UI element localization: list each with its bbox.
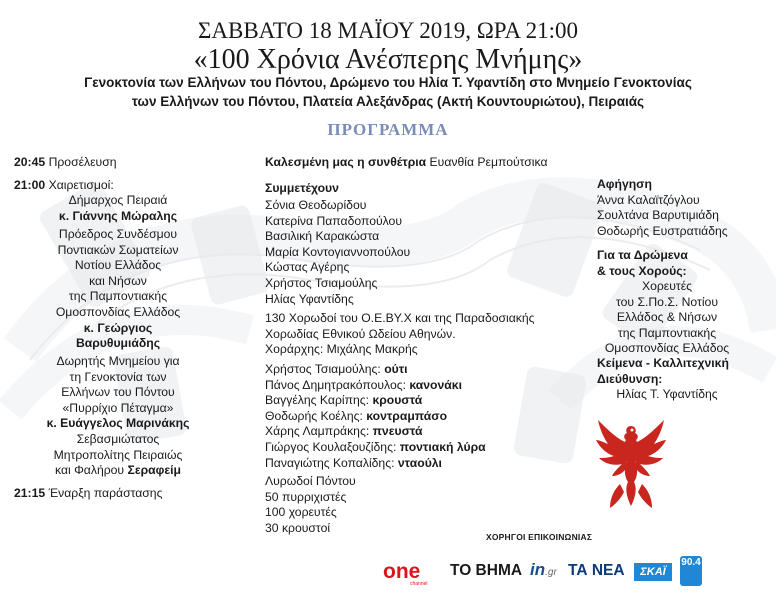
musician-name: Γιώργος Κουλαξουζίδης:: [265, 439, 400, 454]
mayor-name: κ. Γιάννης Μώραλης: [58, 208, 178, 223]
schedule-text: Έναρξη παράστασης: [48, 486, 163, 500]
performers-extra: [265, 474, 356, 536]
musician-name: Βαγγέλης Καρίπης:: [265, 393, 373, 408]
texts-heading: Κείμενα - Καλλιτεχνική: [597, 356, 729, 370]
one-logo-subtext: channel: [410, 581, 428, 586]
musician: [265, 409, 486, 425]
subtitle-line-2: των Ελλήνων του Πόντου, Πλατεία Αλεξάνδρας (Ακτή Κουντουριώτου), Πειραιάς: [131, 94, 645, 109]
radio-904-logo: 90.4: [680, 556, 702, 586]
texts-direction-block: [597, 356, 729, 387]
choir-line: 130 Χορωδοί του Ο.Ε.ΒΥ.Χ και της Παραδοσιακής: [265, 311, 535, 325]
greeting-president: [38, 227, 198, 352]
guest-composer: [265, 155, 548, 171]
schedule-time: 20:45: [14, 155, 46, 169]
choir-conductor: Χοράρχης: Μιχάλης Μακρής: [265, 342, 418, 357]
guest-label: Καλεσμένη μας η συνθέτρια: [265, 155, 427, 169]
extra-line: 50 πυρριχιστές: [265, 489, 347, 504]
president-name: κ. Γεώργιος: [83, 320, 153, 335]
participant: Σόνια Θεοδωρίδου: [265, 198, 367, 212]
in-logo-suffix: .gr: [545, 567, 557, 578]
dances-line: Χορευτές: [641, 279, 693, 293]
musician-name: Πάνος Δημητρακόπουλος:: [265, 377, 410, 392]
musicians-list: [265, 362, 486, 471]
participant: Μαρία Κοντογιαννοπούλου: [265, 244, 411, 259]
one-logo-text: one: [383, 560, 421, 583]
program-heading: ΠΡΟΓΡΑΜΜΑ: [327, 120, 449, 139]
choir-block: [265, 311, 535, 358]
donor-line: «Πυρρίχιο Πέταγμα»: [62, 400, 174, 415]
narrator: Άννα Καλαϊτζόγλου: [597, 192, 700, 207]
president-role-line: Ομοσπονδίας Ελλάδος: [55, 304, 181, 319]
donor-line: Ελλήνων του Πόντου: [61, 385, 175, 400]
participant: Ηλίας Υφαντίδης: [265, 291, 354, 306]
ta-nea-logo: ΤΑ ΝΕΑ: [568, 562, 625, 579]
president-role-line: και Νήσων: [89, 273, 147, 288]
greeting-donor: [38, 354, 198, 432]
dances-heading: Για τα Δρώμενα: [597, 248, 688, 262]
participants-list: [265, 198, 410, 307]
narrator: Θοδωρής Ευστρατιάδης: [597, 223, 728, 238]
musician: [265, 456, 486, 472]
metropolitan-text: και Φαλήρου: [55, 463, 128, 478]
participants-heading: Συμμετέχουν: [265, 181, 339, 195]
musician-instrument: ποντιακή λύρα: [399, 439, 486, 454]
musician-instrument: πνευστά: [372, 424, 423, 439]
schedule-text: Χαιρετισμοί:: [48, 178, 114, 192]
musician-name: Θοδωρής Κοέλης:: [265, 408, 367, 423]
musician: [265, 362, 486, 378]
president-role-line: Πρόεδρος Συνδέσμου: [58, 227, 178, 241]
musician-instrument: κανονάκι: [409, 377, 462, 392]
participant: Κατερίνα Παπαδοπούλου: [265, 213, 402, 228]
greeting-metropolitan: [38, 432, 198, 479]
president-name: Βαρυθυμιάδης: [75, 336, 161, 351]
donor-line: Δωρητής Μνημείου για: [56, 354, 180, 368]
dances-line: του Σ.Πο.Σ. Νοτίου: [615, 294, 719, 309]
event-date: ΣΑΒΒΑΤΟ 18 ΜΑΪΟΥ 2019, ΩΡΑ 21:00: [198, 18, 578, 43]
president-role-line: Ποντιακών Σωματείων: [57, 242, 179, 257]
phoenix-emblem-icon: [594, 418, 668, 514]
greeting-mayor: [38, 193, 198, 224]
extra-line: Λυρωδοί Πόντου: [265, 474, 356, 488]
president-role-line: της Παμποντιακής: [68, 289, 168, 304]
in-gr-logo: [530, 560, 557, 580]
participant: Βασιλική Καρακώστα: [265, 229, 380, 244]
dances-line: Ελλάδος & Νήσων: [616, 310, 718, 325]
musician-name: Χάρης Λαμπράκης:: [265, 424, 373, 439]
narration-heading: Αφήγηση: [597, 177, 652, 191]
guest-name: Ευανθία Ρεμπούτσικα: [429, 155, 548, 169]
metropolitan-line: [38, 463, 198, 479]
participant: Χρήστος Τσιαμούλης: [265, 275, 378, 290]
schedule-item-arrival: [14, 155, 117, 171]
musician-instrument: κρουστά: [372, 393, 423, 408]
in-logo-text: in: [530, 560, 546, 579]
musician-name: Παναγιώτης Κοπαλίδης:: [265, 455, 398, 470]
event-title: «100 Χρόνια Ανέσπερης Μνήμης»: [193, 44, 583, 75]
texts-heading: Διεύθυνση:: [597, 371, 663, 386]
schedule-text: Προσέλευση: [48, 155, 117, 169]
president-role-line: Νοτίου Ελλάδος: [74, 258, 162, 273]
metropolitan-line: Σεβασμιώτατος: [76, 432, 160, 446]
musician: [265, 378, 486, 394]
musician: [265, 440, 486, 456]
mayor-role: Δήμαρχος Πειραιά: [68, 193, 168, 207]
dances-line: Ομοσπονδίας Ελλάδος: [604, 341, 730, 356]
metropolitan-name: Σεραφείμ: [127, 463, 181, 478]
donor-name: κ. Ευάγγελος Μαρινάκης: [46, 416, 190, 431]
dances-text: [595, 279, 739, 357]
subtitle-line-1: Γενοκτονία των Ελλήνων του Πόντου, Δρώμενο του Ηλία Τ. Υφαντίδη στο Μνημείο Γενοκτονίας: [84, 75, 692, 90]
dances-line: της Παμποντιακής: [617, 325, 717, 340]
schedule-time: 21:00: [14, 178, 46, 192]
media-sponsors-label: ΧΟΡΗΓΟΙ ΕΠΙΚΟΙΝΩΝΙΑΣ: [486, 532, 593, 542]
donor-line: τη Γενοκτονία των: [69, 369, 167, 384]
musician: [265, 393, 486, 409]
skai-logo: ΣΚΑΪ: [634, 563, 672, 581]
dances-heading: & τους Χορούς:: [597, 263, 687, 278]
musician-instrument: νταούλι: [397, 455, 442, 470]
texts-director-name: Ηλίας Τ. Υφαντίδης: [616, 387, 718, 401]
narration-block: [597, 177, 728, 239]
dances-block: [597, 248, 688, 279]
musician-instrument: κοντραμπάσο: [366, 408, 448, 423]
one-channel-logo: [382, 558, 437, 586]
participant: Κώστας Αγέρης: [265, 260, 350, 275]
narrator: Σουλτάνα Βαρυτιμιάδη: [597, 208, 719, 223]
musician-instrument: ούτι: [384, 362, 408, 376]
extra-line: 100 χορευτές: [265, 505, 337, 520]
to-vima-logo: ΤΟ ΒΗΜΑ: [450, 562, 523, 579]
musician: [265, 424, 486, 440]
schedule-item-greetings: [14, 178, 114, 194]
schedule-time: 21:15: [14, 486, 46, 500]
choir-line: Χορωδίας Εθνικού Ωδείου Αθηνών.: [265, 326, 456, 341]
schedule-item-start: [14, 486, 162, 502]
musician-name: Χρήστος Τσιαμούλης:: [265, 362, 385, 376]
metropolitan-line: Μητροπολίτης Πειραιώς: [53, 447, 183, 462]
extra-line: 30 κρουστοί: [265, 520, 331, 535]
